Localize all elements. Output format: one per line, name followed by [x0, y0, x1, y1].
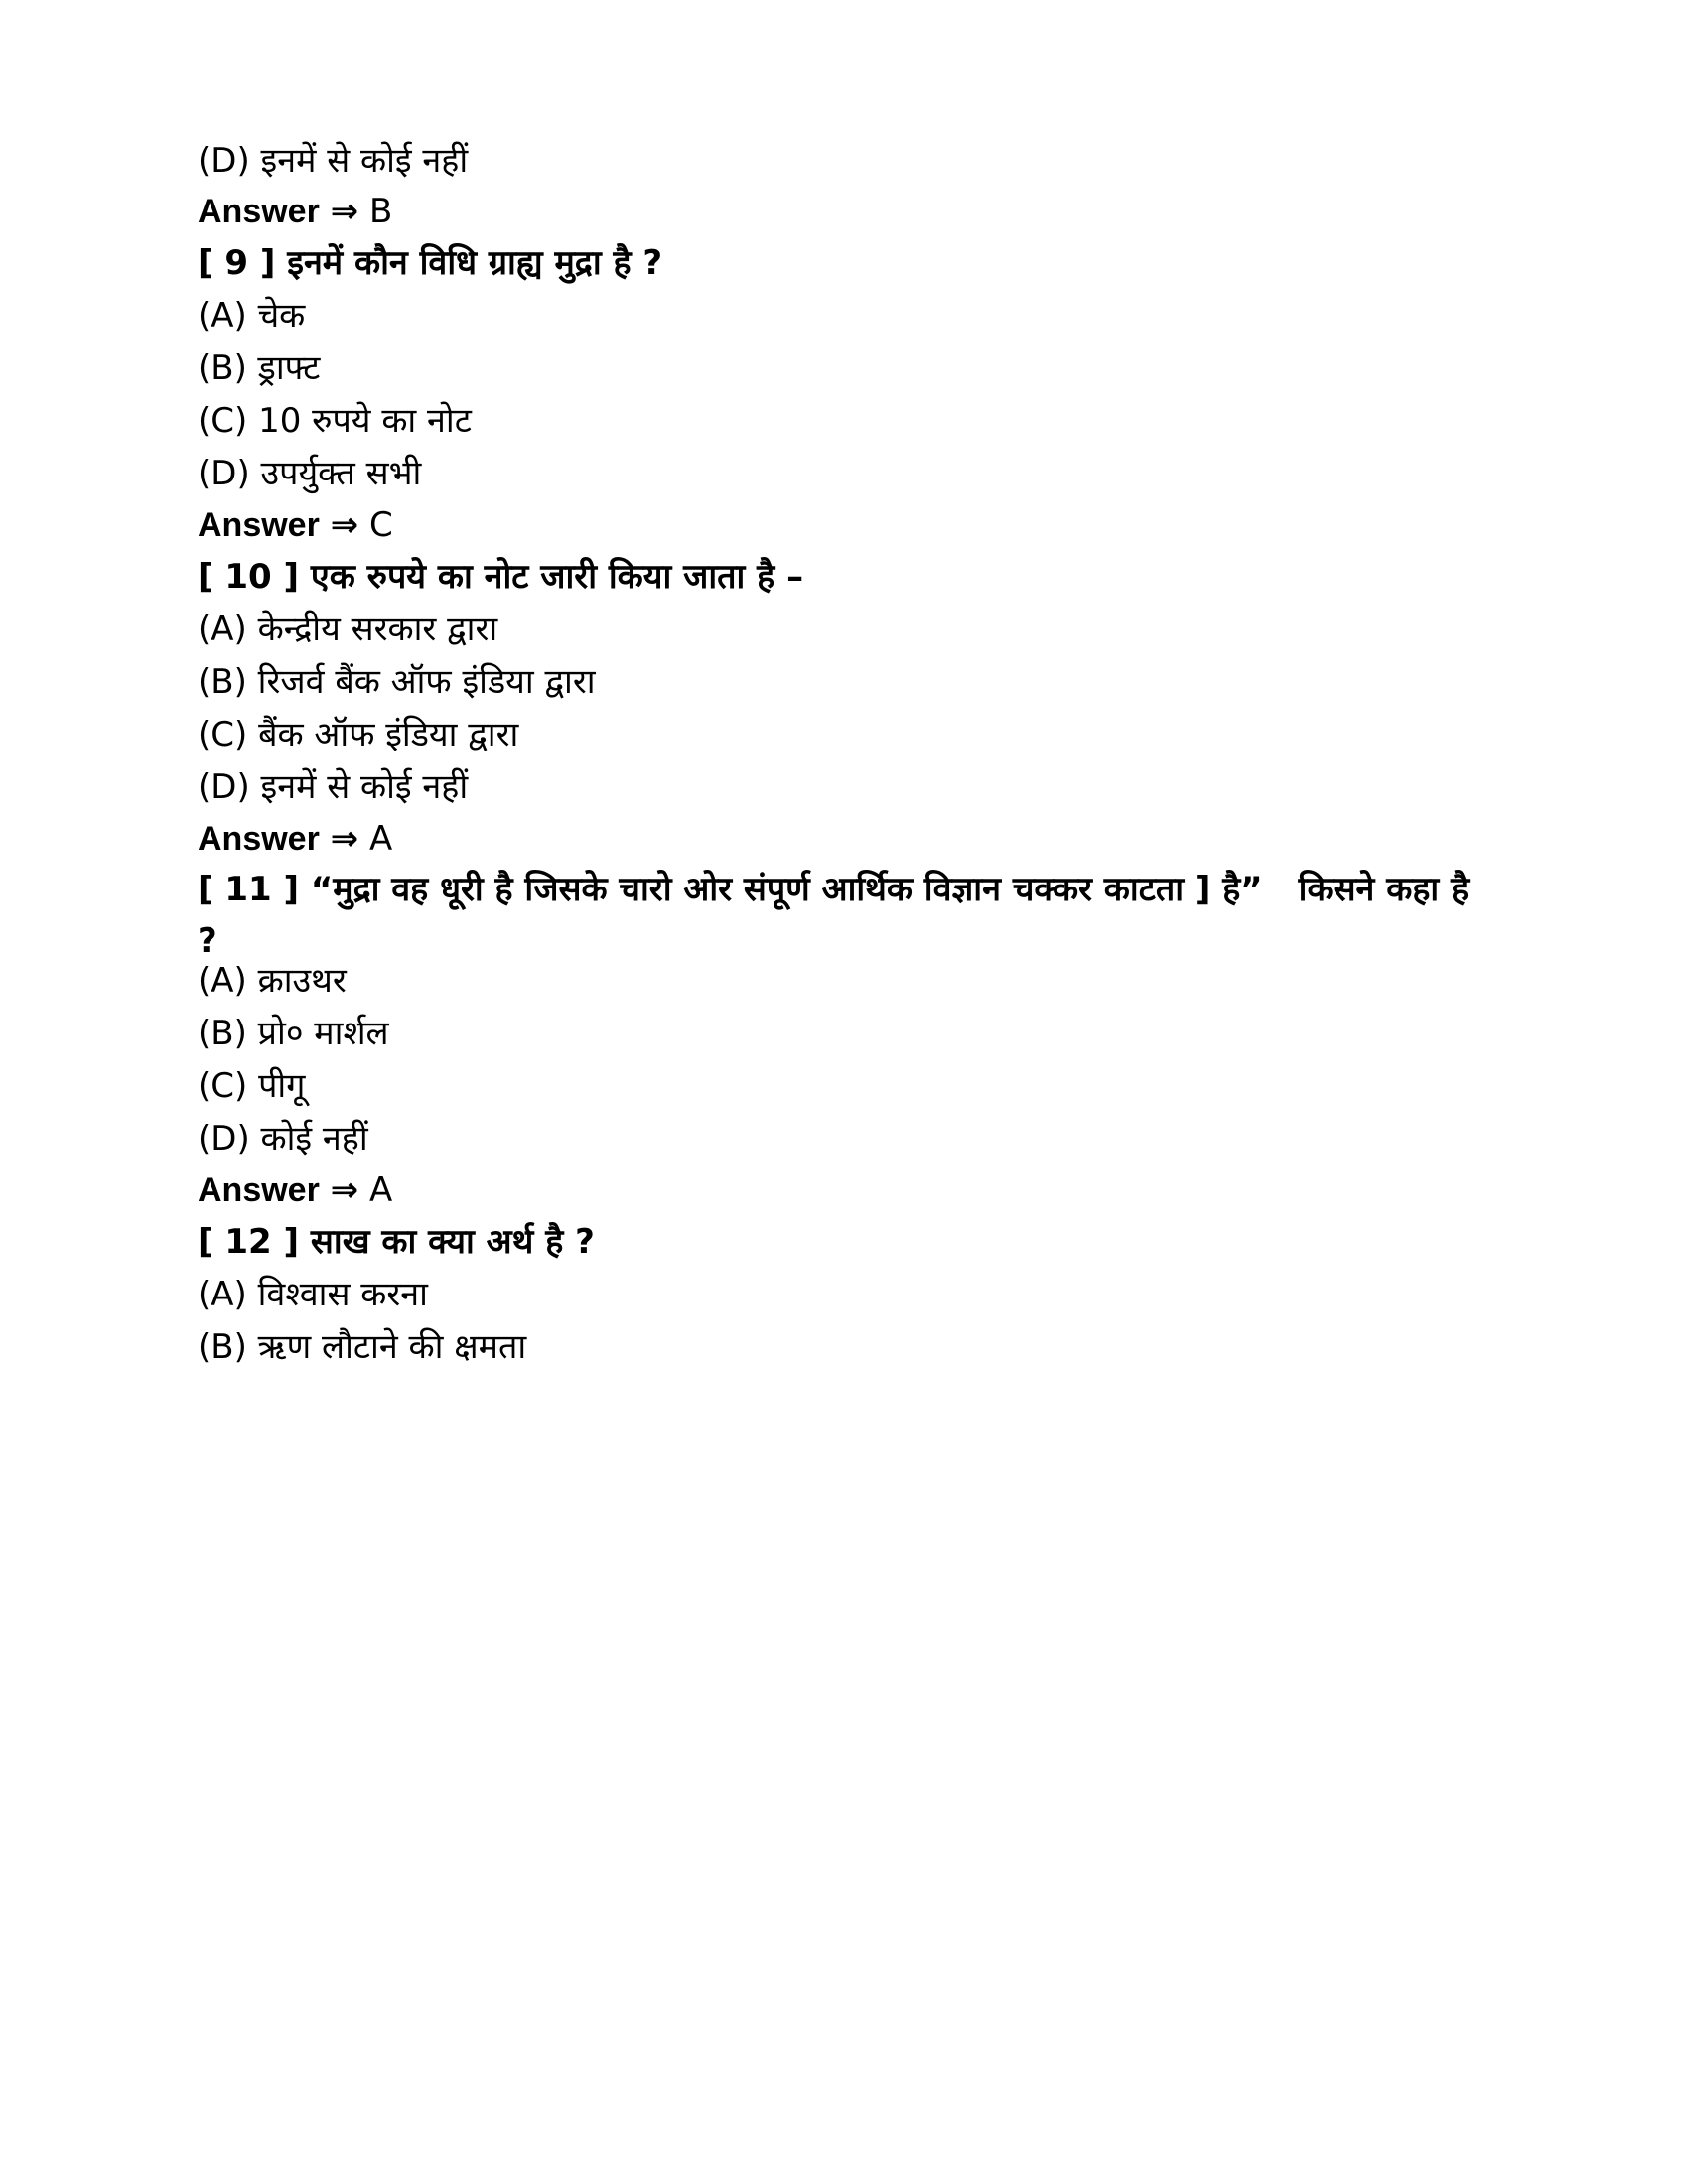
q9-option-c: (C) 10 रुपये का नोट	[198, 401, 472, 441]
q11-option-a: (A) क्राउथर	[198, 961, 347, 1001]
q10-question: [ 10 ] एक रुपये का नोट जारी किया जाता है –	[198, 557, 804, 597]
answer-label: Answer	[198, 193, 320, 230]
q11-option-d: (D) कोई नहीं	[198, 1119, 368, 1159]
arrow-icon: ⇒	[330, 819, 359, 859]
q8-answer	[198, 192, 392, 231]
q10-option-c: (C) बैंक ऑफ इंडिया द्वारा	[198, 715, 519, 754]
q10-option-a: (A) केन्द्रीय सरकार द्वारा	[198, 610, 498, 649]
answer-value: A	[368, 1170, 393, 1210]
arrow-icon: ⇒	[330, 192, 359, 231]
q9-option-b: (B) ड्राफ्ट	[198, 348, 321, 388]
q12-option-b: (B) ऋण लौटाने की क्षमता	[198, 1327, 527, 1367]
answer-value: C	[368, 505, 393, 545]
answer-value: B	[368, 192, 393, 231]
q11-question-part1: [ 11 ] “मुद्रा वह धूरी है जिसके चारो ओर संपूर्ण आर्थिक विज्ञान चक्कर काटता ] है”	[198, 870, 1263, 909]
q11-answer	[198, 1170, 392, 1210]
q10-answer	[198, 819, 392, 859]
q11-option-b: (B) प्रो० मार्शल	[198, 1014, 389, 1053]
q9-question: [ 9 ] इनमें कौन विधि ग्राह्य मुद्रा है ?	[198, 243, 663, 283]
q11-question	[198, 864, 1488, 967]
q11-option-c: (C) पीगू	[198, 1066, 306, 1106]
q9-option-d: (D) उपर्युक्त सभी	[198, 454, 422, 493]
answer-value: A	[368, 819, 393, 859]
q12-option-a: (A) विश्वास करना	[198, 1275, 428, 1314]
arrow-icon: ⇒	[330, 1170, 359, 1210]
arrow-icon: ⇒	[330, 505, 359, 545]
q12-question: [ 12 ] साख का क्या अर्थ है ?	[198, 1222, 595, 1262]
q8-option-d: (D) इनमें से कोई नहीं	[198, 141, 469, 181]
q10-option-d: (D) इनमें से कोई नहीं	[198, 767, 469, 807]
answer-label: Answer	[198, 820, 320, 858]
answer-label: Answer	[198, 506, 320, 544]
q9-answer	[198, 505, 393, 545]
q9-option-a: (A) चेक	[198, 296, 306, 336]
answer-label: Answer	[198, 1171, 320, 1209]
q11-question-part2: किसने कहा है ?	[198, 870, 1470, 961]
q10-option-b: (B) रिजर्व बैंक ऑफ इंडिया द्वारा	[198, 662, 596, 702]
